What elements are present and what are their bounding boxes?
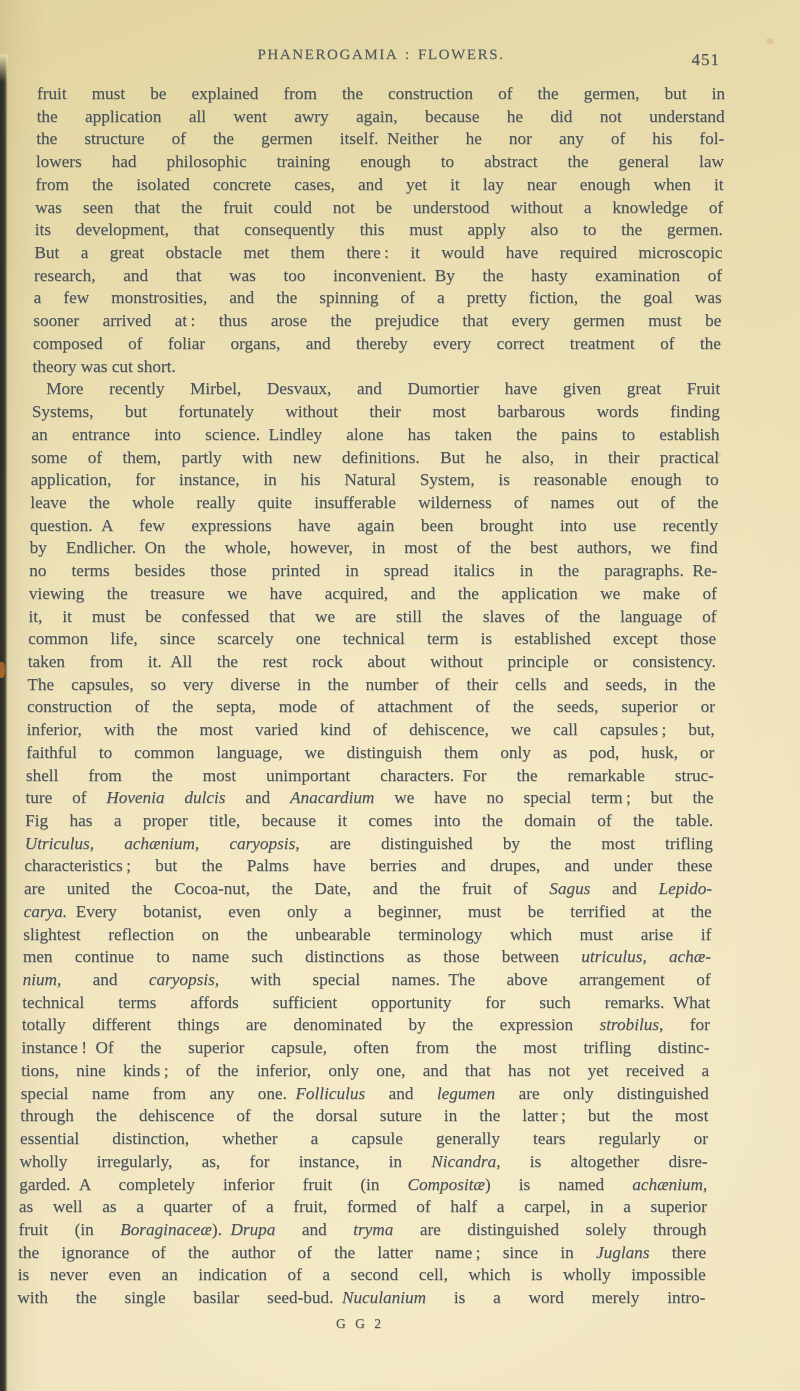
text-line: the structure of the germen itself. Neither he nor any of his fol-	[36, 129, 725, 149]
text-line: carya. Every botanist, even only a beginner, must be terrified at the	[23, 901, 712, 921]
text-line: special name from any one. Folliculus and legumen are only distinguished	[20, 1083, 709, 1103]
text-line: wholly irregularly, as, for instance, in Nicandra, is altogether disre-	[19, 1151, 708, 1171]
text-line: taken from it. All the rest rock about without principle or consistency.	[27, 651, 716, 671]
text-line: essential distinction, whether a capsule generally tears regularly or	[19, 1129, 708, 1149]
text-line: construction of the septa, mode of attachment of the seeds, superior or	[27, 697, 715, 717]
text-line: by Endlicher. On the whole, however, in most of the best authors, we find	[29, 538, 718, 558]
text-line: an entrance into science. Lindley alone has taken the pains to establish	[31, 424, 720, 444]
page-text	[0, 83, 740, 1310]
text-line: leave the whole really quite insufferable wilderness of names out of the	[30, 492, 719, 512]
running-head-title: PHANEROGAMIA : FLOWERS.	[257, 47, 505, 63]
text-line: question. A few expressions have again been brought into use recently	[29, 515, 718, 535]
text-line: no terms besides those printed in spread italics in the paragraphs. Re-	[29, 561, 718, 581]
text-line: it, it must be confessed that we are still the slaves of the language of	[28, 606, 717, 626]
printer-signature: G G 2	[336, 1316, 384, 1331]
text-line: some of them, partly with new definitions. But he also, in their practical	[31, 447, 720, 467]
text-line: slightest reflection on the unbearable terminology which must arise if	[23, 924, 712, 944]
text-line: the ignorance of the author of the latter name ; since in Juglans there	[18, 1242, 707, 1262]
text-line: was seen that the fruit could not be understood without a knowledge of	[35, 197, 724, 217]
text-line: garded. A completely inferior fruit (in Compositæ) is named achænium,	[19, 1174, 708, 1194]
text-line: Fig has a proper title, because it comes into the domain of the table.	[25, 811, 714, 830]
text-line: theory was cut short.	[32, 356, 176, 376]
text-line: tions, nine kinds ; of the inferior, only one, and that has not yet received a	[21, 1060, 710, 1080]
text-line: lowers had philosophic training enough to abstract the general law	[35, 152, 724, 172]
text-line: the application all went awry again, because he did not understand	[36, 106, 725, 126]
text-line: is never even an indication of a second cell, which is wholly impossible	[17, 1265, 706, 1285]
text-line: sooner arrived at : thus arose the prejudice that every germen must be	[33, 311, 722, 331]
page-number: 451	[691, 50, 720, 69]
text-line: composed of foliar organs, and thereby every correct treatment of the	[32, 333, 721, 353]
text-line: common life, since scarcely one technical term is established except those	[28, 629, 717, 649]
text-line: totally different things are denominated by the expression strobilus, for	[21, 1015, 710, 1035]
text-line: a few monstrosities, and the spinning of a pretty fiction, the goal was	[33, 288, 722, 308]
text-line: nium, and caryopsis, with special names. The above arrangement of	[22, 970, 711, 990]
text-line: fruit must be explained from the construction of the germen, but in	[37, 84, 725, 103]
text-line: men continue to name such distinctions as those between utriculus, achæ-	[22, 947, 711, 967]
text-line: viewing the treasure we have acquired, and the application we make of	[28, 583, 717, 603]
text-line: shell from the most unimportant characters. For the remarkable struc-	[25, 765, 714, 785]
text-line: application, for instance, in his Natural System, is reasonable enough to	[30, 470, 719, 490]
text-line: through the dehiscence of the dorsal suture in the latter ; but the most	[20, 1106, 709, 1126]
text-line: are united the Cocoa-nut, the Date, and the fruit of Sagus and Lepido-	[24, 879, 713, 899]
text-line: as well as a quarter of a fruit, formed of half a carpel, in a superior	[18, 1197, 707, 1217]
text-line: fruit (in Boraginaceæ). Drupa and tryma are distinguished solely through	[18, 1219, 707, 1239]
text-line: The capsules, so very diverse in the number of their cells and seeds, in the	[27, 674, 716, 694]
text-line: But a great obstacle met them there : it would have required microscopic	[34, 243, 723, 263]
text-line: instance ! Of the superior capsule, often from the most trifling distinc-	[21, 1038, 710, 1058]
text-line: technical terms affords sufficient opportunity for such remarks. What	[22, 992, 711, 1012]
running-head	[37, 47, 725, 69]
text-line: Utriculus, achænium, caryopsis, are distinguished by the most trifling	[24, 833, 713, 853]
text-line: its development, that consequently this must apply also to the germen.	[34, 220, 723, 240]
text-line: inferior, with the most varied kind of dehiscence, we call capsules ; but,	[26, 720, 715, 740]
text-line: research, and that was too inconvenient. By the hasty examination of	[34, 265, 723, 285]
text-line: ture of Hovenia dulcis and Anacardium we have no special term ; but the	[25, 788, 714, 808]
text-line: More recently Mirbel, Desvaux, and Dumortier have given great Fruit	[46, 379, 721, 399]
text-line: characteristics ; but the Palms have berries and drupes, and under these	[24, 856, 713, 876]
text-line: with the single basilar seed-bud. Nuculanium is a word merely intro-	[17, 1288, 706, 1308]
text-line: faithful to common language, we distinguish them only as pod, husk, or	[26, 742, 715, 762]
text-line: Systems, but fortunately without their most barbarous words finding	[31, 402, 720, 422]
text-line: from the isolated concrete cases, and yet it lay near enough when it	[35, 174, 724, 194]
paper-stain-top-right	[766, 38, 774, 44]
